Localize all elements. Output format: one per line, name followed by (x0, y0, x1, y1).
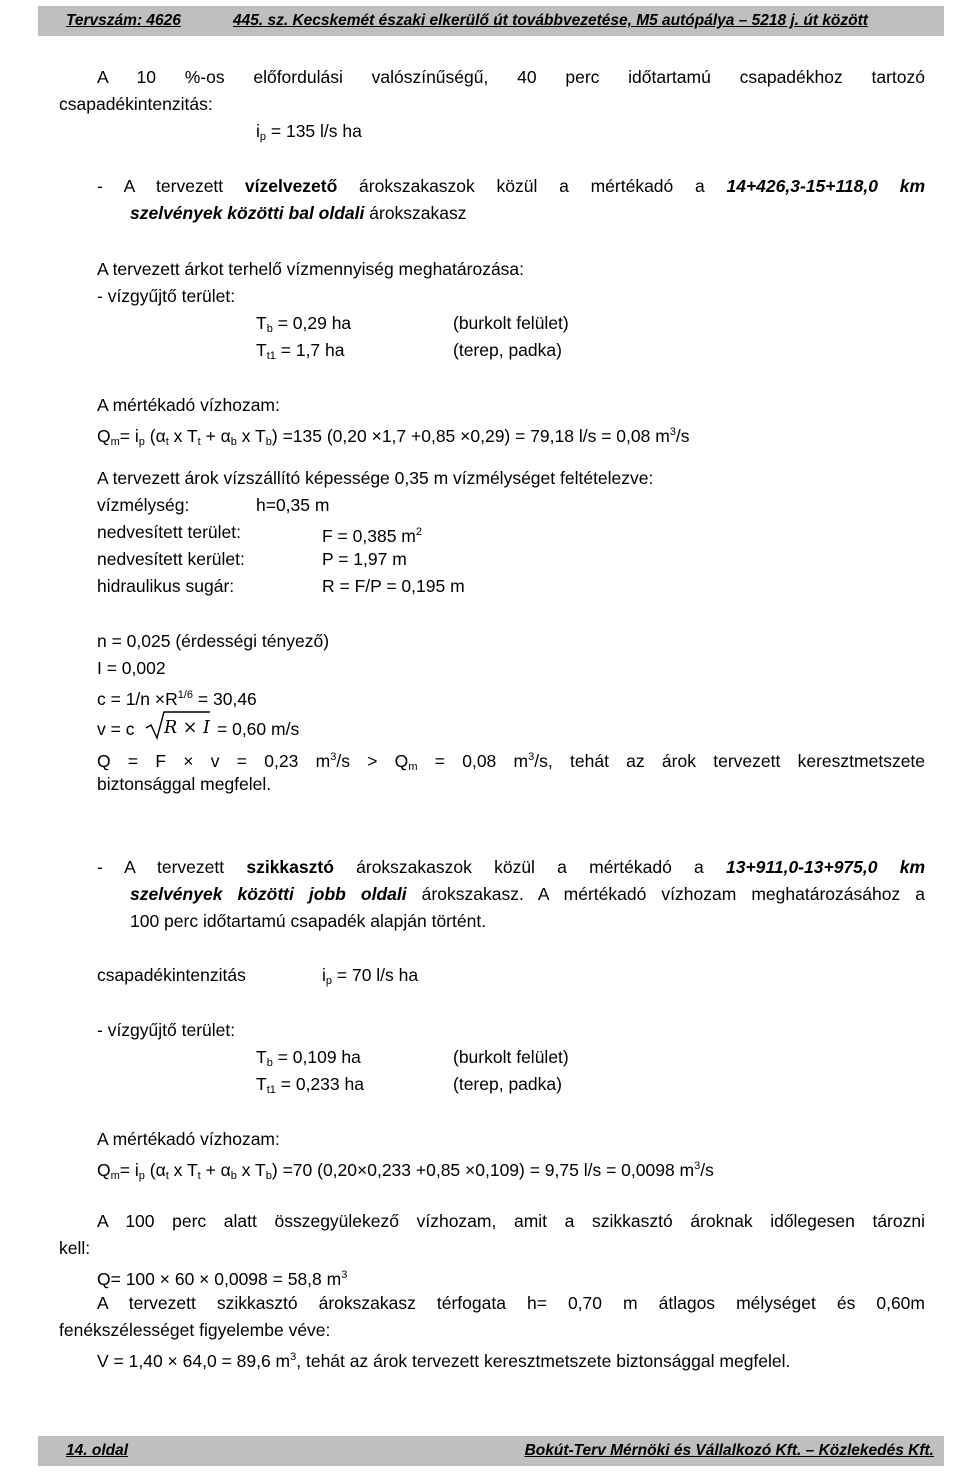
bullet-drain-line-1: - A tervezett vízelvezető árokszakaszok közül a mértékadó a 14+426,3-15+118,0 km (97, 176, 925, 196)
intensity-2: $i_p = 70$ l/s ha (322, 965, 419, 987)
area-terrain-desc-2: (terep, padka) (453, 1074, 562, 1094)
slope-line: I = 0,002 (97, 658, 166, 678)
roughness-line: n = 0,025 (érdességi tényező) (97, 631, 330, 651)
velocity-pre: v = c (97, 719, 135, 739)
ditch-volume: V = 1,40 × 64,0 = 89,6 $m^3$, tehát az árok tervezett keresztmetszete biztonsággal megfelel. (97, 1351, 791, 1371)
area-terrain: $T_{t1} = 1,7$ ha (256, 340, 345, 362)
bullet-soak-line-1: - A tervezett szikkasztó árokszakaszok közül a mértékadó a 13+911,0-13+975,0 km (97, 857, 926, 877)
intro-line-1: A 10 %-os előfordulási valószínűségű, 40 perc időtartamú csapadékhoz tartozó (97, 67, 925, 87)
depth-value: h=0,35 m (256, 495, 330, 515)
wet-area-value: F = 0,385 $m^2$ (322, 526, 422, 546)
storage-line-1: A 100 perc alatt összegyülekező vízhozam, amit a szikkasztó ároknak időlegesen tározni (97, 1211, 925, 1231)
flow-title: A mértékadó vízhozam: (97, 395, 280, 415)
wet-perimeter-label: nedvesített kerület: (97, 549, 245, 569)
wet-perimeter-value: P = 1,97 m (322, 549, 407, 569)
page-footer (38, 1436, 944, 1466)
flow-formula: $Q_m= i_p$ ($\alpha_t$ x $T_t + \alpha_b$ x $T_b) =135$ (0,20 ×1,7 +0,85 ×0,29) = 79,18 l/s = 0,08 $m^3/s$ (97, 426, 690, 448)
depth-label: vízmélység: (97, 495, 190, 515)
storage-line-2: kell: (59, 1238, 91, 1258)
page-header (38, 6, 944, 36)
geometry-line-1: A tervezett szikkasztó árokszakasz térfogata h= 0,70 m átlagos mélységet és 0,60m (97, 1293, 925, 1313)
hydraulic-radius-label: hidraulikus sugár: (97, 576, 235, 596)
discharge-check-2: biztonsággal megfelel. (97, 774, 272, 794)
load-title: A tervezett árkot terhelő vízmennyiség meghatározása: (97, 259, 525, 279)
plan-number: Tervszám: 4626 (66, 12, 181, 29)
company-names: Bokút-Terv Mérnöki és Vállalkozó Kft. – Közlekedés Kft. (524, 1442, 934, 1459)
project-title: 445. sz. Kecskemét északi elkerülő út továbbvezetése, M5 autópálya – 5218 j. út között (233, 12, 868, 29)
velocity-post: = 0,60 m/s (217, 719, 300, 739)
intensity-label-2: csapadékintenzitás (97, 965, 246, 985)
bullet-soak-line-3: 100 perc időtartamú csapadék alapján történt. (130, 911, 487, 931)
wet-area-label: nedvesített terület: (97, 522, 241, 542)
chezy-line: $c = 1/n \times R^{1/6} = 30,46$ (97, 689, 257, 709)
bullet-soak-line-2: szelvények közötti jobb oldali árokszakasz. A mértékadó vízhozam meghatározásához a (130, 884, 925, 904)
velocity-radicand: R × I (164, 718, 210, 738)
hydraulic-radius-value: R = F/P = 0,195 m (322, 576, 465, 596)
catchment-title-2: - vízgyűjtő terület: (97, 1020, 236, 1040)
flow-formula-2: $Q_m= i_p$ ($\alpha_t$ x $T_t + \alpha_b$ x $T_b) =70$ (0,20×0,233 +0,85 ×0,109) = 9,75 l/s = 0,0098 $m^3/s$ (97, 1160, 714, 1182)
catchment-title: - vízgyűjtő terület: (97, 286, 236, 306)
area-paved: $T_b = 0,29$ ha (256, 313, 352, 335)
area-terrain-desc: (terep, padka) (453, 340, 562, 360)
page-number: 14. oldal (66, 1442, 129, 1459)
area-paved-2: $T_b = 0,109$ ha (256, 1047, 361, 1069)
area-paved-desc-2: (burkolt felület) (453, 1047, 569, 1067)
storage-volume: Q= 100 × 60 × 0,0098 = 58,8 $m^3$ (97, 1269, 348, 1289)
flow-title-2: A mértékadó vízhozam: (97, 1129, 280, 1149)
area-paved-desc: (burkolt felület) (453, 313, 569, 333)
bullet-drain-line-2: szelvények közötti bal oldali árokszakasz (130, 203, 467, 223)
geometry-line-2: fenékszélességet figyelembe véve: (59, 1320, 331, 1340)
intensity-1: $i_p = 135$ l/s ha (256, 121, 362, 143)
discharge-check: Q = F × v = 0,23 $m^3/s > Q_m = 0,08$ $m^3/s$, tehát az árok tervezett keresztmetszete (97, 751, 926, 773)
area-terrain-2: $T_{t1} = 0,233$ ha (256, 1074, 364, 1096)
capacity-title: A tervezett árok vízszállító képessége 0,35 m vízmélységet feltételezve: (97, 468, 654, 488)
intro-line-2: csapadékintenzitás: (59, 94, 213, 114)
